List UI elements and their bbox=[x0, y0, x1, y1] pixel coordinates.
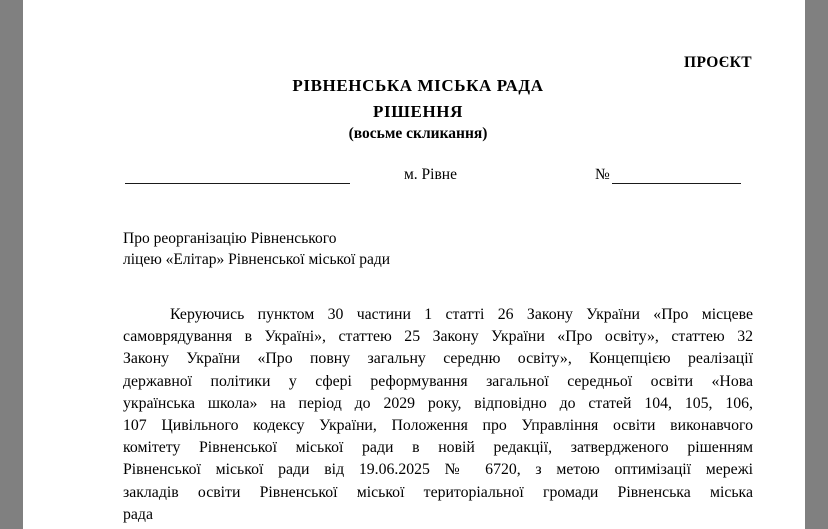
city-label: м. Рівне bbox=[404, 166, 457, 183]
document-page bbox=[23, 0, 805, 529]
body-line: державної політики у сфері реформування загальної середньої освіти «Нова bbox=[123, 372, 753, 390]
body-line: Закону України «Про повну загальну середню освіту», Концепцією реалізації bbox=[123, 350, 753, 368]
body-line: самоврядування в Україні», статтею 25 Закону України «Про освіту», статтею 32 bbox=[123, 328, 753, 346]
draft-stamp: ПРОЄКТ bbox=[684, 54, 752, 71]
subject-block bbox=[123, 228, 523, 270]
subject-line-2: ліцею «Елітар» Рівненської міської ради bbox=[123, 251, 391, 268]
number-sign-label: № bbox=[595, 166, 610, 183]
subject-line-1: Про реорганізацію Рівненського bbox=[123, 230, 337, 247]
body-line: Керуючись пунктом 30 частини 1 статті 26 Закону України «Про місцеве bbox=[170, 306, 753, 323]
convocation-subheading: (восьме скликання) bbox=[348, 125, 488, 142]
body-line: закладів освіти Рівненської міської територіальної громади Рівненська міська bbox=[123, 483, 753, 501]
body-line: українська школа» на період до 2029 року, відповідно до статей 104, 105, 106, bbox=[123, 394, 753, 412]
body-paragraph bbox=[123, 304, 753, 526]
number-blank-line bbox=[612, 183, 741, 184]
body-line: комітету Рівненської міської ради в новій редакції, затвердженого рішенням bbox=[123, 439, 753, 457]
document-type-heading: РІШЕННЯ bbox=[373, 102, 463, 121]
body-line: рада bbox=[123, 505, 153, 523]
date-blank-line bbox=[125, 183, 350, 184]
body-line: Рівненської міської ради від 19.06.2025 № 6720, з метою оптимізації мережі bbox=[123, 461, 753, 479]
meta-row bbox=[23, 166, 805, 190]
body-line: 107 Цивільного кодексу України, Положення про Управління освіти виконавчого bbox=[123, 417, 753, 435]
council-name-heading: РІВНЕНСЬКА МІСЬКА РАДА bbox=[292, 76, 544, 95]
page-content bbox=[23, 0, 805, 529]
